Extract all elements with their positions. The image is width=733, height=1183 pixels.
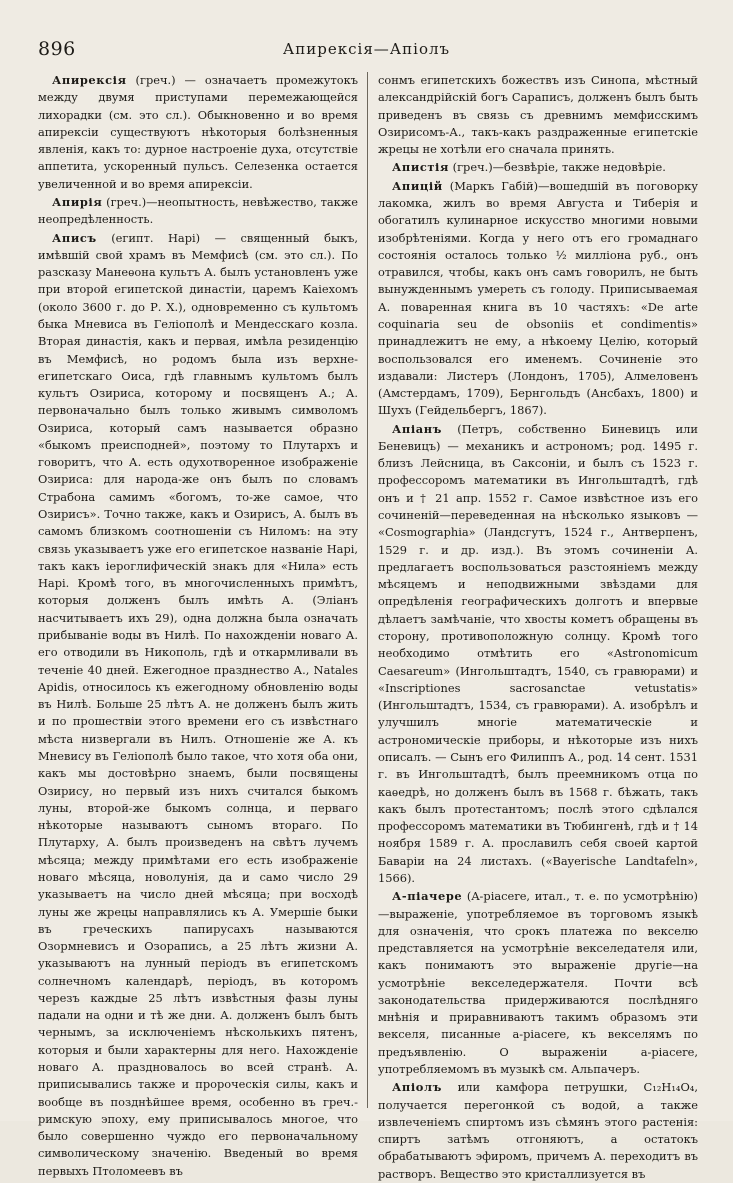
entry-headword: Апирексія (52, 73, 127, 87)
column-divider (367, 72, 368, 1108)
entry-text: или камфора петрушки, C₁₂H₁₄O₄, получается перегонкой съ водой, а также извлеченіемъ спиртомъ изъ сѣмянъ этого растенія: спиртъ затѣмъ отгоняютъ, а остатокъ обрабатываютъ эфиромъ, причемъ А. переходитъ въ растворъ. Вещество это кристаллизуется въ (378, 1080, 698, 1181)
dictionary-entry (378, 1079, 698, 1183)
dictionary-entry (378, 178, 698, 420)
entry-text: (греч.)—неопытность, невѣжество, также неопредѣленность. (38, 194, 358, 227)
right-column (378, 72, 698, 1181)
entry-headword: Апирія (52, 194, 103, 209)
entry-text: (греч.) — означаетъ промежутокъ между двумя приступами перемежающейся лихорадки (см. это сл.). Обыкновенно и во время апирексіи существуютъ нѣкоторыя болѣзненныя явленія, какъ то: дурное настроеніе духа, отсутствіе аппетита, ускоренный пульсъ. Селезенка остается увеличенной и во время апирексіи. (38, 73, 358, 191)
entry-headword: Апицій (392, 178, 443, 193)
dictionary-entry (378, 888, 698, 1078)
entry-text: (A-piacere, итал., т. е. по усмотрѣнію)—выраженіе, употребляемое въ торговомъ языкѣ для означенія, что срокъ платежа по векселю представляется на усмотрѣніе векселедателя или, какъ понимаютъ это выраженіе другіе—на усмотрѣніе векселедержателя. Почти всѣ законодательства придерживаются послѣдняго мнѣнія и приравниваютъ такимъ образомъ эти векселя, писанные a-piacere, къ векселямъ по предъявленію. О выраженіи a-piacere, употребляемомъ въ музыкѣ см. Альпачеръ. (378, 889, 698, 1077)
dictionary-entry (378, 421, 698, 888)
dictionary-entry (38, 230, 358, 1180)
entry-text: сонмъ египетскихъ божествъ изъ Синопа, мѣстный александрійскій богъ Сараписъ, долженъ былъ быть приведенъ въ связь съ древнимъ мемфисскимъ Озирисомъ-А., такъ-какъ раздраженные египетскіе жрецы не хотѣли его сначала принять. (378, 73, 698, 157)
entry-text: (египт. Hapi) — священный быкъ, имѣвшій свой храмъ въ Мемфисѣ (см. это сл.). По разсказу Манеѳона культъ А. былъ установленъ уже при второй египетской династіи, царемъ Каіехомъ (около 3600 г. до Р. Х.), одновременно съ культомъ быка Мневиса въ Геліополѣ и Мендесскаго козла. Вторая династія, какъ и первая, имѣла резиденцію въ Мемфисѣ, но родомъ была изъ верхне-египетскаго Оиса, гдѣ главнымъ культомъ былъ культъ Озириса, которому и посвященъ А.; А. первоначально былъ только живымъ символомъ Озириса, который самъ называется образно «быкомъ преисподней», поэтому то Плутархъ и говоритъ, что А. есть одухотворенное изображеніе Озириса: для народа-же онъ былъ по словамъ Страбона самимъ «богомъ, то-же самое, что Озирисъ». Точно также, какъ и Озирисъ, А. былъ въ самомъ близкомъ соотношеніи съ Ниломъ: на эту связь указываетъ уже его египетское названіе Hapi, такъ какъ іероглифическій знакъ для «Нила» есть Hapi. Кромѣ того, въ многочисленныхъ примѣтъ, которыя долженъ былъ имѣть А. (Эліанъ насчитываетъ ихъ 29), одна должна была означать прибываніе воды въ Нилѣ. По нахожденіи новаго А. его отводили въ Никополь, гдѣ и откармливали въ теченіе 40 дней. Ежегодное празднество А., Natales Apidis, относилось къ ежегодному обновленію воды въ Нилѣ. Больше 25 лѣтъ А. не долженъ былъ жить и по прошествіи этого времени его съ извѣстнаго мѣста низвергали въ Нилъ. Отношеніе же А. къ Мневису въ Геліополѣ было такое, что хотя оба они, какъ мы достовѣрно знаемъ, были посвящены Озирису, но первый изъ нихъ считался быкомъ луны, второй-же быкомъ солнца, и первагo нѣкоторые называютъ сыномъ втораго. По Плутарху, А. былъ произведенъ на свѣтъ лучемъ мѣсяца; между примѣтами его есть изображеніе новаго мѣсяца, новолунія, да и само число 29 указываетъ на число дней мѣсяца; при восходѣ луны же жрецы направлялись къ А. Умершіе быки въ греческихъ папирусахъ называются Озормневисъ и Озорапись, а 25 лѣтъ жизни А. указываютъ на лунный періодъ въ египетскомъ солнечномъ календарѣ, періодъ, въ которомъ черезъ каждые 25 лѣтъ извѣстныя фазы луны падали на одни и тѣ же дни. А. долженъ былъ быть чернымъ, за исключеніемъ нѣсколькихъ пятенъ, которыя и были характерны для него. Нахожденіе новаго А. праздновалось во всей странѣ. А. приписывались также и пророческія силы, какъ и вообще въ позднѣйшее время, особенно въ греч.-римскую эпоху, ему приписывалось многое, что было совершенно чуждо его первоначальному символическому значенію. Введеный во время первыхъ Птоломеевъ въ (38, 230, 358, 1178)
entry-headword: Апіанъ (392, 421, 442, 436)
entry-headword: Аписъ (52, 230, 97, 245)
dictionary-entry (378, 72, 698, 158)
entry-headword: А-піачере (392, 889, 463, 904)
dictionary-entry (38, 72, 358, 193)
entry-headword: Апистія (392, 160, 449, 175)
entry-text: (греч.)—безвѣріе, также недовѣріе. (449, 160, 666, 175)
entry-text: (Маркъ Габій)—вошедшій въ поговорку лакомка, жилъ во время Августа и Тиберія и обогатилъ кулинарное искусство многими новыми изобрѣтеніями. Когда у него отъ его громаднаго состоянія осталось только ½ милліона руб., онъ отравился, чтобы, какъ онъ самъ говорилъ, не быть вынужденнымъ умереть съ голоду. Приписываемая А. поваренная книга въ 10 частяхъ: «De arte coquinaria seu de obsoniis et condimentis» принадлежитъ не ему, а нѣкоему Целію, который воспользовался его именемъ. Сочиненіе это издавали: Листеръ (Лондонъ, 1705), Алмеловенъ (Амстердамъ, 1709), Бернгольдъ (Ансбахъ, 1800) и Шухъ (Гейдельбергъ, 1867). (378, 178, 698, 418)
dictionary-entry (378, 159, 698, 176)
page-header (38, 38, 695, 62)
entry-headword: Апіолъ (392, 1080, 442, 1095)
entry-text: (Петръ, собственно Биневицъ или Беневицъ) — механикъ и астрономъ; род. 1495 г. близъ Лейсница, въ Саксоніи, и былъ съ 1523 г. профессоромъ математики въ Ингольштадтѣ, гдѣ онъ и † 21 апр. 1552 г. Самое извѣстное изъ его сочиненій—переведенная на нѣсколько языковъ — «Cosmographia» (Ландсгутъ, 1524 г., Антверпенъ, 1529 г. и др. изд.). Въ этомъ сочиненіи А. предлагаетъ воспользоваться разстояніемъ между мѣсяцемъ и неподвижными звѣздами для опредѣленія географическихъ долготъ и впервые дѣлаетъ замѣчаніе, что хвосты кометъ обращены въ сторону, противоположную солнцу. Кромѣ того необходимо отмѣтить его «Astronomicum Caesareum» (Ингольштадтъ, 1540, съ гравюрами) и «Inscriptiones sacrosanctae vetustatis» (Ингольштадтъ, 1534, съ гравюрами). А. изобрѣлъ и улучшилъ многіе математическіе и астрономическіе приборы, и нѣкоторые изъ нихъ описалъ. — Сынъ его Филиппъ А., род. 14 сент. 1531 г. въ Ингольштадтѣ, былъ преемникомъ отца по каѳедрѣ, но долженъ былъ въ 1568 г. бѣжать, такъ какъ былъ протестантомъ; послѣ этого сдѣлался профессоромъ математики въ Тюбингенѣ, гдѣ и † 14 ноября 1589 г. А. прославилъ себя своей картой Баваріи на 24 листахъ. («Bayerische Landtafeln», 1566). (378, 421, 698, 885)
left-column (38, 72, 358, 1178)
text-columns (38, 72, 698, 1181)
page-number: 896 (38, 38, 76, 60)
running-title: Апирексія—Апіолъ (282, 40, 451, 58)
dictionary-entry (38, 194, 358, 229)
